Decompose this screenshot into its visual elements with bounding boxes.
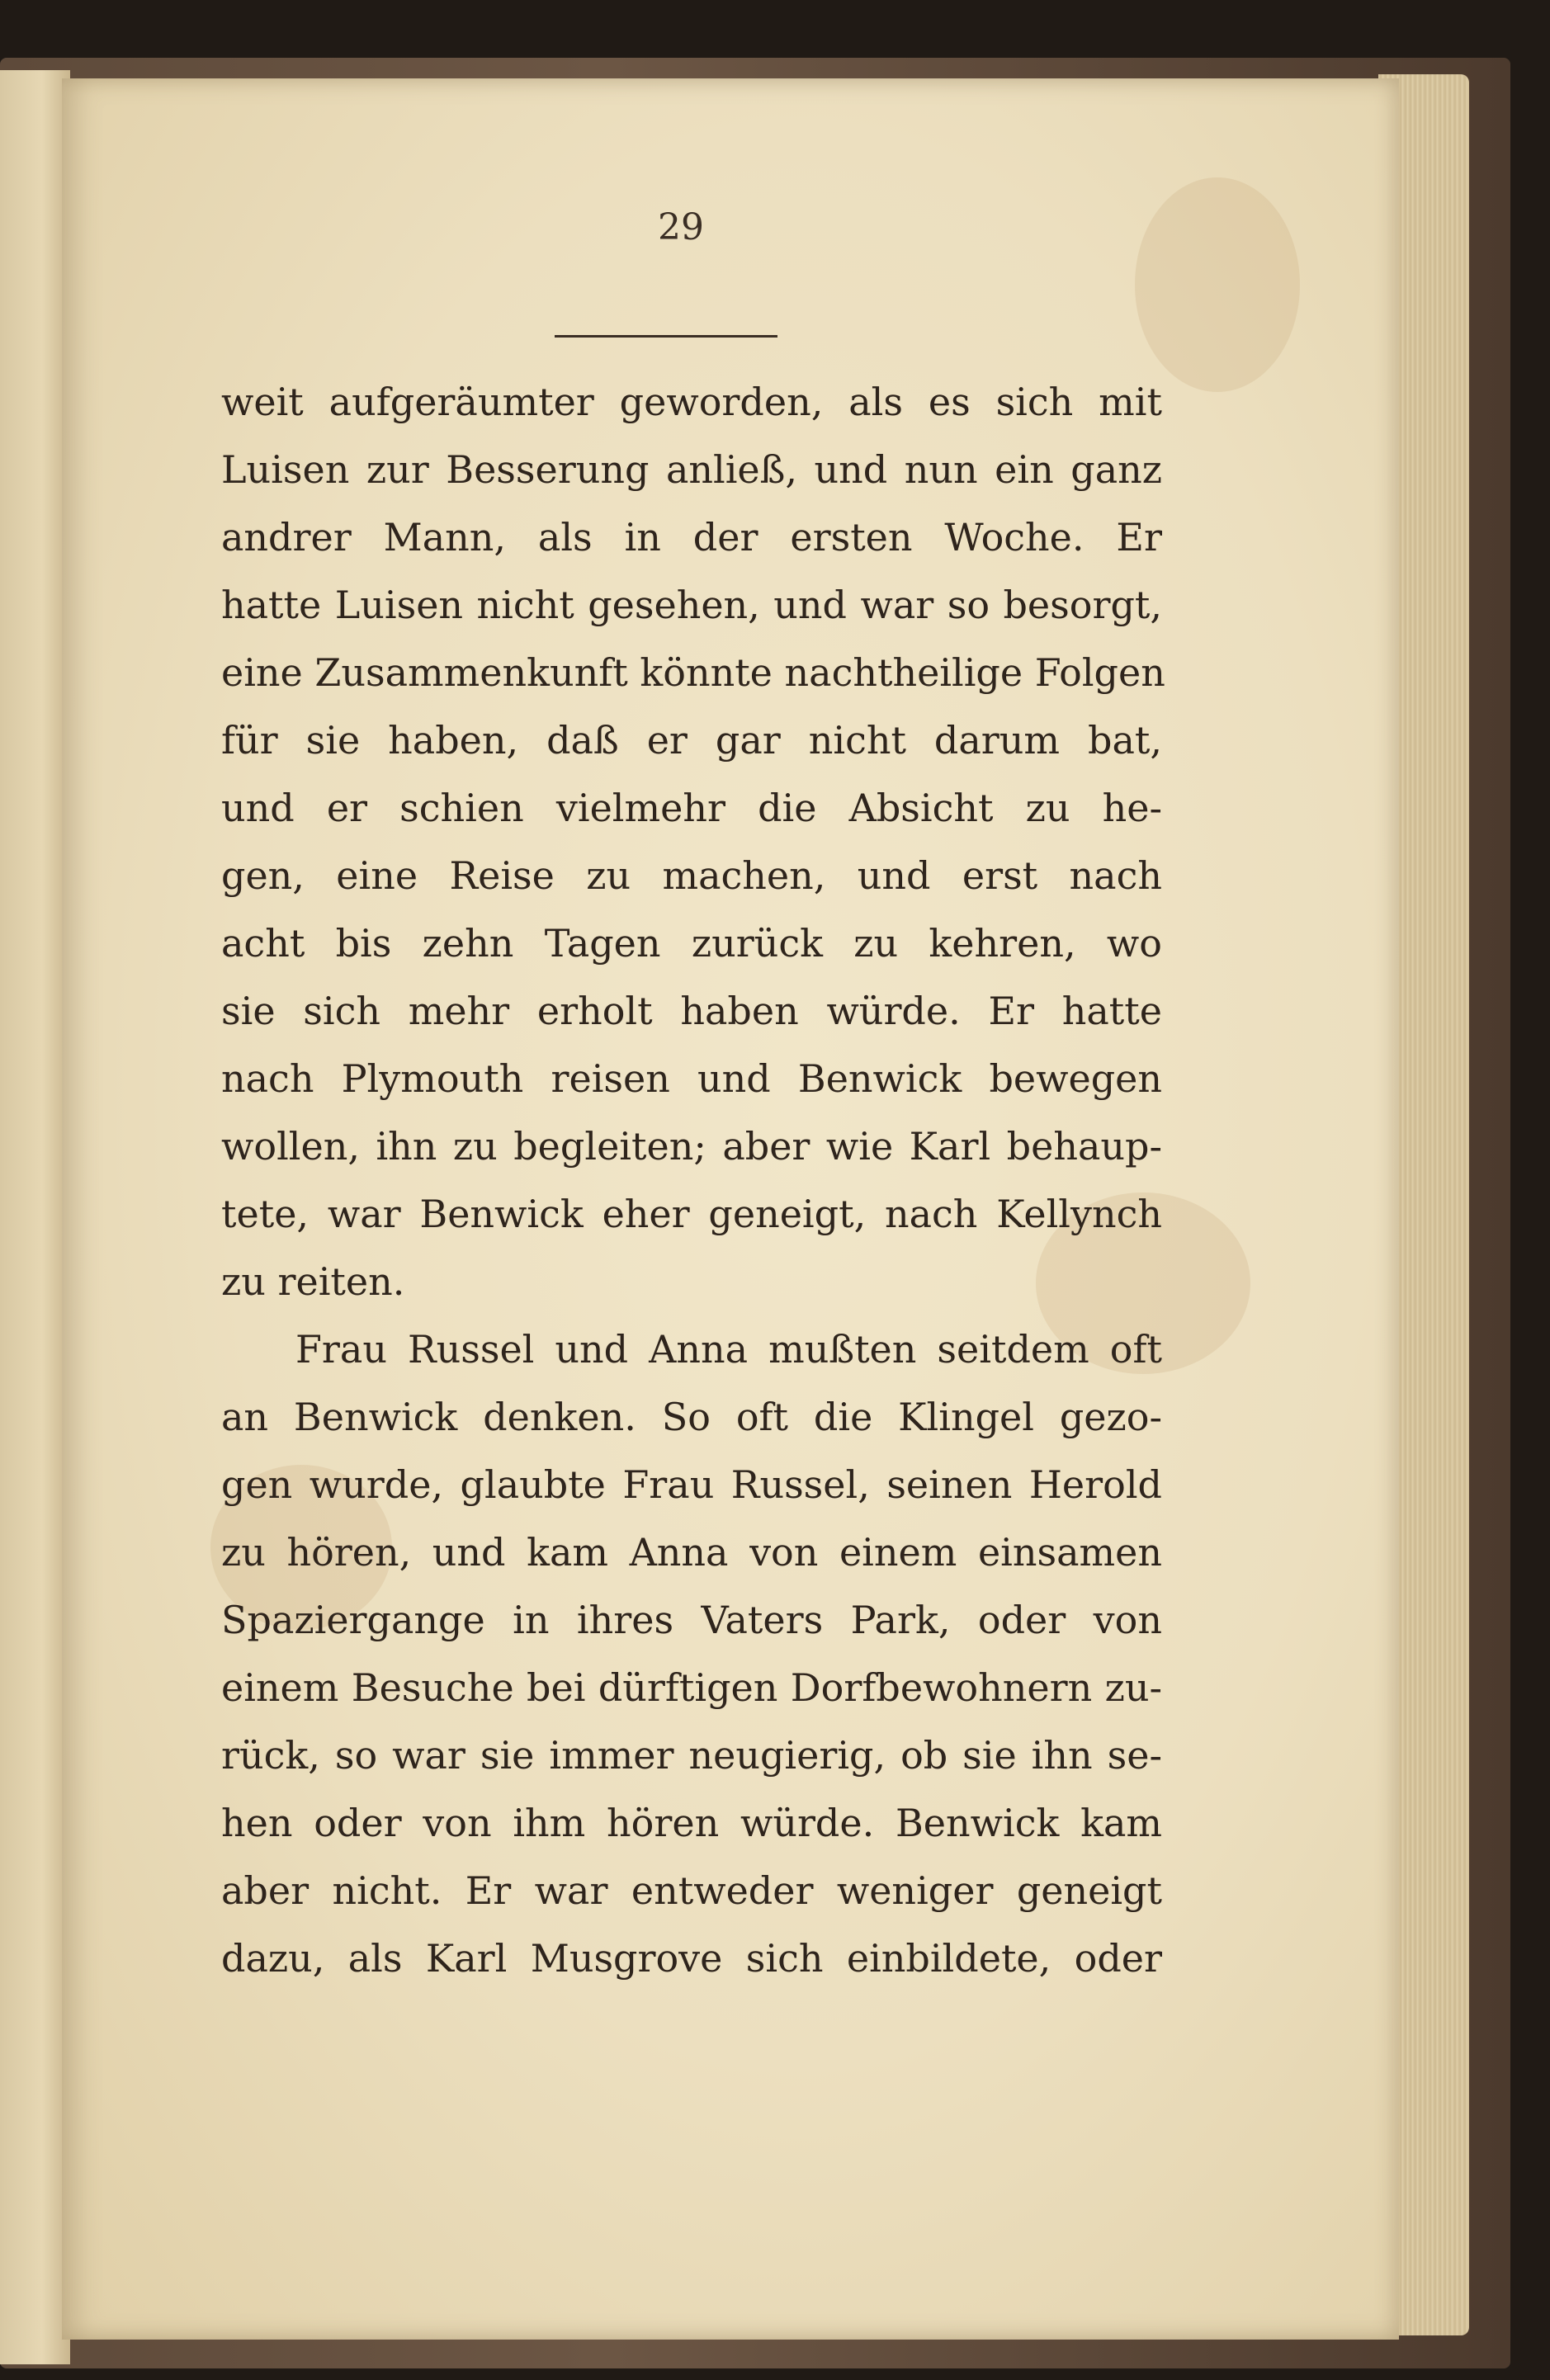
- text-line: und er schien vielmehr die Absicht zu he-: [221, 786, 1162, 830]
- text-line: andrer Mann, als in der ersten Woche. Er: [221, 515, 1162, 560]
- text-line: Spaziergange in ihres Vaters Park, oder von: [221, 1598, 1162, 1642]
- text-line: dazu, als Karl Musgrove sich einbildete, oder: [221, 1936, 1162, 1981]
- text-line: einem Besuche bei dürftigen Dorfbewohnern zu-: [221, 1665, 1162, 1710]
- text-line: tete, war Benwick eher geneigt, nach Kellynch: [221, 1192, 1162, 1236]
- text-line: zu hören, und kam Anna von einem einsamen: [221, 1530, 1162, 1575]
- text-line: gen, eine Reise zu machen, und erst nach: [221, 853, 1162, 898]
- text-line: acht bis zehn Tagen zurück zu kehren, wo: [221, 921, 1162, 966]
- text-line: für sie haben, daß er gar nicht darum bat,: [221, 718, 1162, 763]
- text-line: rück, so war sie immer neugierig, ob sie ihn se-: [221, 1733, 1162, 1778]
- page-number: 29: [658, 206, 704, 248]
- text-line: aber nicht. Er war entweder weniger geneigt: [221, 1868, 1162, 1913]
- text-line: wollen, ihn zu begleiten; aber wie Karl behaup-: [221, 1124, 1162, 1169]
- body-text: [221, 368, 1165, 1992]
- text-line: nach Plymouth reisen und Benwick bewegen: [221, 1056, 1162, 1101]
- header-rule: [555, 335, 777, 338]
- text-line: gen wurde, glaubte Frau Russel, seinen Herold: [221, 1462, 1162, 1507]
- text-line: hatte Luisen nicht gesehen, und war so besorgt,: [221, 583, 1162, 627]
- text-line: an Benwick denken. So oft die Klingel gezo-: [221, 1395, 1162, 1439]
- facing-page-edge: [0, 70, 70, 2364]
- text-line: Frau Russel und Anna mußten seitdem oft: [295, 1327, 1162, 1372]
- text-line: Luisen zur Besserung anließ, und nun ein ganz: [221, 447, 1162, 492]
- text-line: hen oder von ihm hören würde. Benwick kam: [221, 1801, 1162, 1845]
- text-line: zu reiten.: [221, 1259, 405, 1304]
- text-line: weit aufgeräumter geworden, als es sich mit: [221, 380, 1162, 424]
- paper-stain: [1135, 177, 1300, 392]
- text-line: eine Zusammenkunft könnte nachtheilige Folgen: [221, 650, 1165, 695]
- text-line: sie sich mehr erholt haben würde. Er hatte: [221, 989, 1162, 1033]
